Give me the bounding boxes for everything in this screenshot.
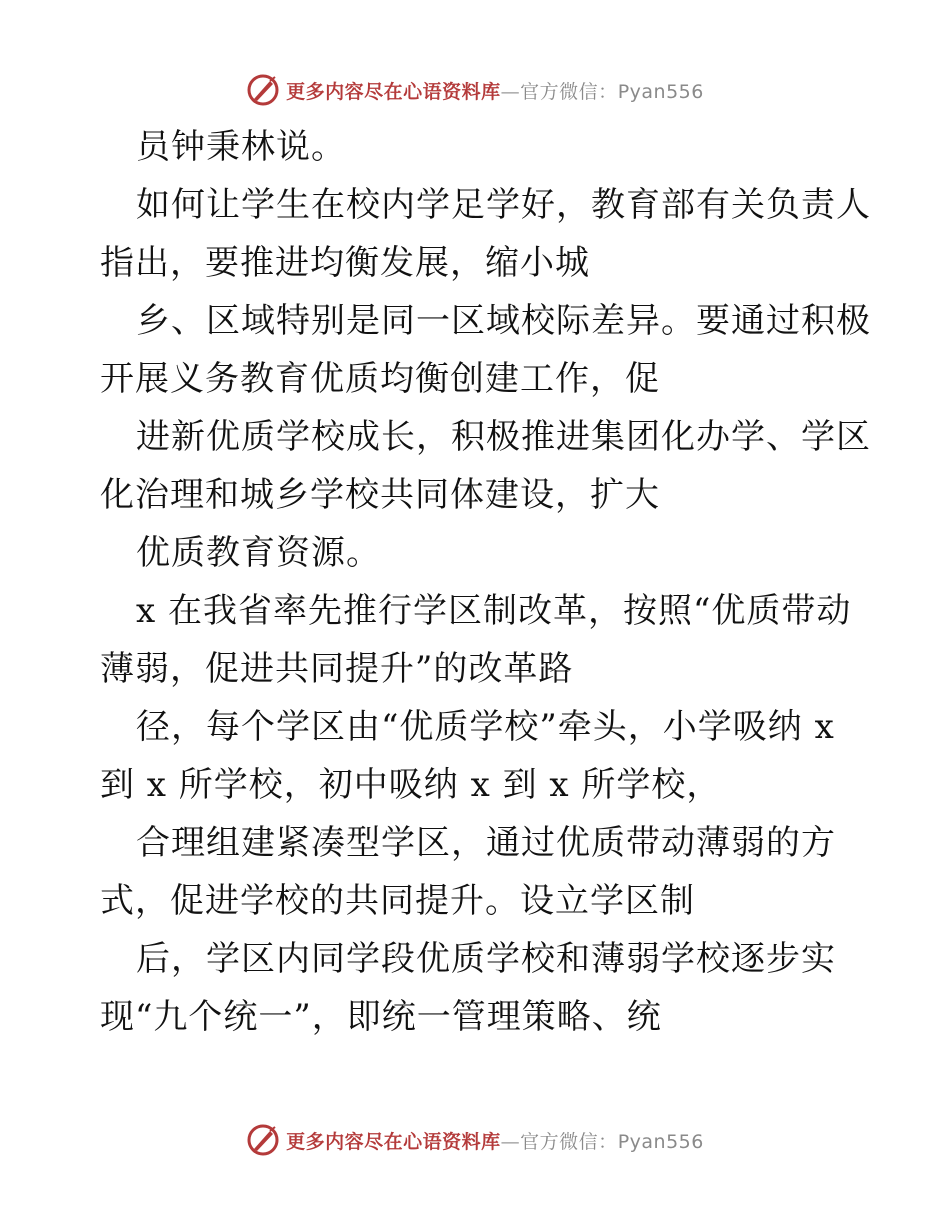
banner-separator: — bbox=[500, 1130, 521, 1153]
text-line: x 在我省率先推行学区制改革，按照“优质带动 bbox=[136, 591, 852, 631]
text-line: 到 x 所学校，初中吸纳 x 到 x 所学校， bbox=[100, 765, 722, 805]
document-body bbox=[100, 118, 871, 1046]
text-line: 后，学区内同学段优质学校和薄弱学校逐步实 bbox=[136, 939, 836, 979]
quill-seal-icon bbox=[246, 1123, 280, 1157]
header-banner bbox=[0, 70, 950, 110]
banner-separator: — bbox=[500, 80, 521, 103]
banner-brand: 更多内容尽在心语资料库 bbox=[286, 80, 501, 103]
text-line: 乡、区域特别是同一区域校际差异。要通过积极 bbox=[136, 301, 871, 341]
banner-text bbox=[286, 77, 704, 104]
banner-brand: 更多内容尽在心语资料库 bbox=[286, 1130, 501, 1153]
text-line: 式，促进学校的共同提升。设立学区制 bbox=[100, 881, 695, 921]
text-line: 化治理和城乡学校共同体建设，扩大 bbox=[100, 475, 660, 515]
text-line: 进新优质学校成长，积极推进集团化办学、学区 bbox=[136, 417, 871, 457]
banner-contact-label: 官方微信： bbox=[520, 80, 618, 103]
quill-seal-icon bbox=[246, 73, 280, 107]
banner-wechat-id: Pyan556 bbox=[617, 1130, 704, 1153]
footer-banner bbox=[0, 1120, 950, 1160]
text-line: 径，每个学区由“优质学校”牵头，小学吸纳 x bbox=[136, 707, 835, 747]
text-line: 现“九个统一”，即统一管理策略、统 bbox=[100, 997, 662, 1037]
text-line: 如何让学生在校内学足学好，教育部有关负责人 bbox=[136, 185, 871, 225]
banner-wechat-id: Pyan556 bbox=[617, 80, 704, 103]
text-line: 开展义务教育优质均衡创建工作，促 bbox=[100, 359, 660, 399]
text-line: 员钟秉林说。 bbox=[136, 127, 346, 167]
banner-text bbox=[286, 1127, 704, 1154]
text-line: 薄弱，促进共同提升”的改革路 bbox=[100, 649, 574, 689]
text-line: 指出，要推进均衡发展，缩小城 bbox=[100, 243, 590, 283]
text-line: 合理组建紧凑型学区，通过优质带动薄弱的方 bbox=[136, 823, 836, 863]
banner-contact-label: 官方微信： bbox=[520, 1130, 618, 1153]
text-line: 优质教育资源。 bbox=[136, 533, 381, 573]
